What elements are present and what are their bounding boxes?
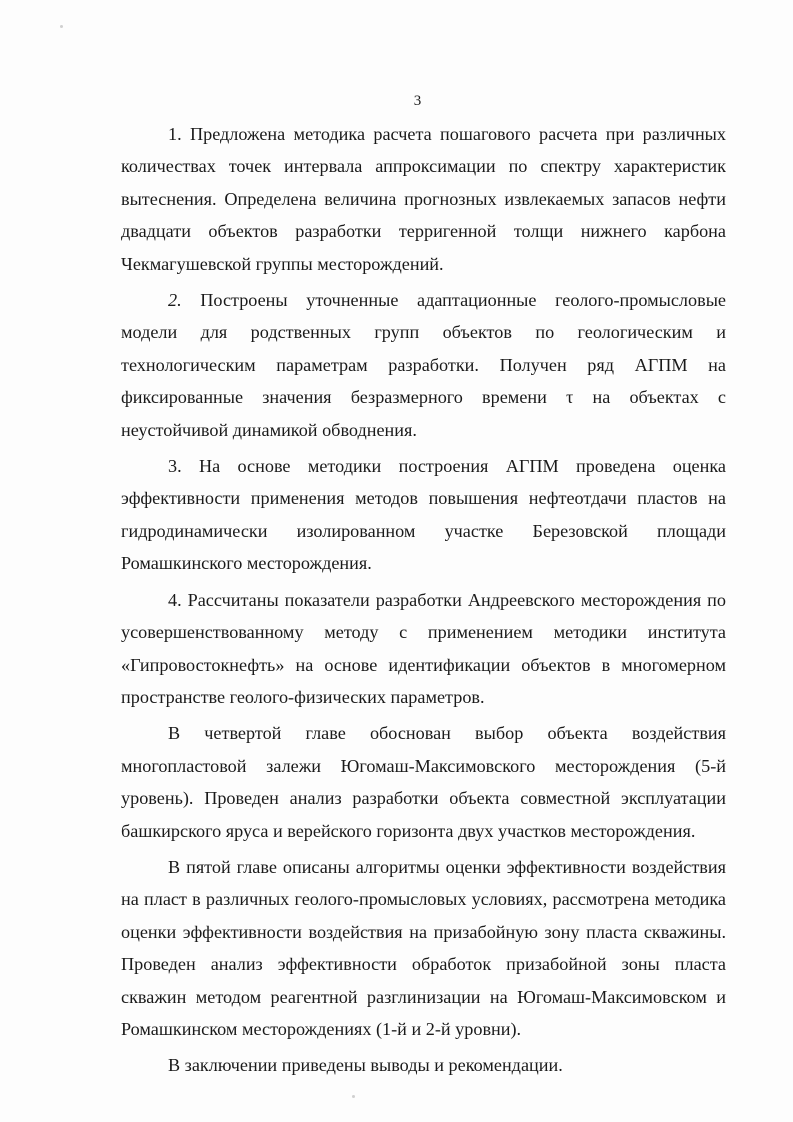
scan-speck (60, 25, 63, 28)
paragraph-7 (121, 1049, 726, 1081)
paragraph-7-text: В заключении приведены выводы и рекомендации. (168, 1055, 563, 1076)
scan-speck (352, 1095, 355, 1098)
paragraph-2-number: 2. (168, 290, 182, 311)
paragraph-1-text: 1. Предложена методика расчета пошагового расчета при различных количествах точек интервала аппроксимации по спектру характеристик вытеснения. Определена величина прогнозных извлекаемых запасов нефти двадцати объектов разработки терригенной толщи нижнего карбона Чекмагушевской группы месторождений. (121, 124, 726, 274)
paragraph-3-text: 3. На основе методики построения АГПМ проведена оценка эффективности применения методов повышения нефтеотдачи пластов на гидродинамически изолированном участке Березовской площади Ромашкинского месторождения. (121, 456, 726, 574)
paragraph-4-text: 4. Рассчитаны показатели разработки Андреевского месторождения по усовершенствованному методу с применением методики института «Гипровостокнефть» на основе идентификации объектов в многомерном пространстве геолого-физических параметров. (121, 589, 726, 707)
paragraph-5-text: В четвертой главе обоснован выбор объекта воздействия многопластовой залежи Югомаш-Максимовского месторождения (5-й уровень). Проведен анализ разработки объекта совместной эксплуатации башкирского яруса и верейского горизонта двух участков месторождения. (121, 723, 726, 841)
paragraph-4 (121, 584, 726, 714)
paragraph-6-text: В пятой главе описаны алгоритмы оценки эффективности воздействия на пласт в различных геолого-промысловых условиях, рассмотрена методика оценки эффективности воздействия на призабойную зону пласта скважины. Проведен анализ эффективности обработок призабойной зоны пласта скважин методом реагентной разглинизации на Югомаш-Максимовском и Ромашкинском месторождениях (1-й и 2-й уровни). (121, 856, 726, 1039)
document-body (121, 118, 726, 1086)
paragraph-6 (121, 851, 726, 1045)
paragraph-2-text: Построены уточненные адаптационные геолого-промысловые модели для родственных групп объектов по геологическим и технологическим параметрам разработки. Получен ряд АГПМ на фиксированные значения безразмерного времени τ на объектах с неустойчивой динамикой обводнения. (121, 290, 726, 440)
paragraph-2 (121, 284, 726, 446)
paragraph-3 (121, 450, 726, 580)
page-number: 3 (413, 93, 422, 109)
paragraph-1 (121, 118, 726, 280)
paragraph-5 (121, 717, 726, 847)
